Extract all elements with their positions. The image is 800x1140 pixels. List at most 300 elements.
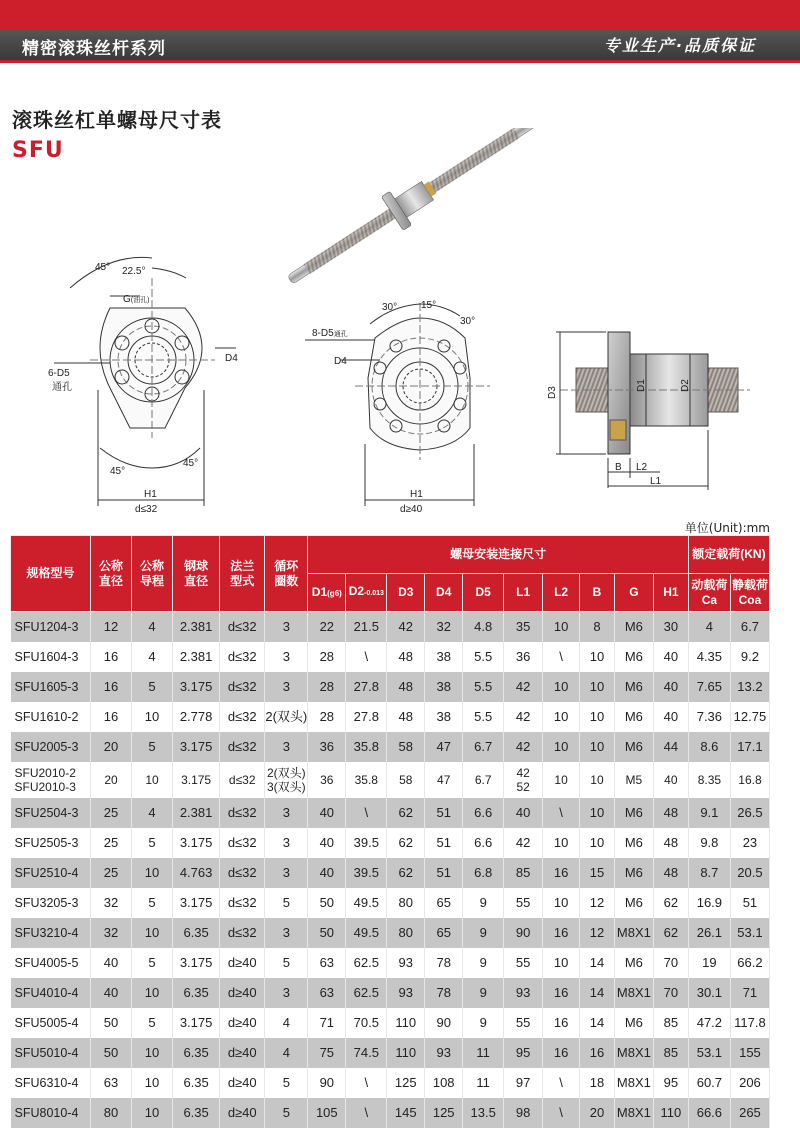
table-cell: 20 [580, 1098, 615, 1128]
table-cell: M6 [614, 1008, 653, 1038]
holes-label: 6-D5 [48, 368, 70, 379]
table-cell: 28 [308, 702, 346, 732]
table-cell: 80 [387, 918, 425, 948]
table-cell: 17.1 [730, 732, 769, 762]
table-cell: M6 [614, 798, 653, 828]
table-cell: \ [346, 1068, 387, 1098]
table-cell: 125 [387, 1068, 425, 1098]
table-row [11, 828, 770, 858]
table-cell: 105 [308, 1098, 346, 1128]
table-cell: \ [346, 642, 387, 672]
table-cell: 16 [543, 1038, 580, 1068]
table-cell: 27.8 [346, 702, 387, 732]
table-row [11, 1008, 770, 1038]
table-cell: 5 [132, 948, 173, 978]
table-cell: 48 [653, 858, 688, 888]
table-cell: 70.5 [346, 1008, 387, 1038]
table-cell: d≥40 [220, 1098, 265, 1128]
table-cell: 98 [504, 1098, 543, 1128]
table-cell: 12.75 [730, 702, 769, 732]
table-row [11, 762, 770, 798]
model-name: SFU [12, 138, 64, 163]
table-cell: M8X1 [614, 1038, 653, 1068]
model-cell: SFU1604-3 [11, 642, 91, 672]
technical-drawings [0, 128, 800, 520]
model-cell: SFU1610-2 [11, 702, 91, 732]
model-cell: SFU2005-3 [11, 732, 91, 762]
table-cell: 4.35 [688, 642, 730, 672]
table-cell: 42 [504, 672, 543, 702]
range-label: d≤32 [135, 504, 158, 515]
table-cell: 38 [425, 642, 463, 672]
table-cell: 40 [653, 702, 688, 732]
banner-divider [0, 60, 800, 63]
table-cell: 58 [387, 732, 425, 762]
model-cell: SFU2504-3 [11, 798, 91, 828]
table-cell: 70 [653, 948, 688, 978]
table-cell: d≥40 [220, 1068, 265, 1098]
table-cell: 2.778 [173, 702, 220, 732]
table-cell: 26.1 [688, 918, 730, 948]
table-cell: 55 [504, 888, 543, 918]
drawings-svg [0, 128, 800, 520]
table-cell: d≤32 [220, 858, 265, 888]
table-cell: M8X1 [614, 1098, 653, 1128]
oil-hole-label: G(油孔) [123, 294, 150, 305]
table-cell: 3.175 [173, 672, 220, 702]
table-cell: 20 [90, 732, 131, 762]
table-cell: 51 [425, 798, 463, 828]
table-cell: 7.36 [688, 702, 730, 732]
table-cell: 12 [90, 612, 131, 642]
table-cell: 38 [425, 672, 463, 702]
table-cell: 53.1 [688, 1038, 730, 1068]
table-cell: 9.1 [688, 798, 730, 828]
table-cell: 13.5 [463, 1098, 504, 1128]
table-cell: 10 [580, 762, 615, 798]
table-cell: 12 [580, 888, 615, 918]
table-cell: 93 [387, 978, 425, 1008]
table-cell: 93 [425, 1038, 463, 1068]
table-cell: 93 [387, 948, 425, 978]
col-h1: H1 [653, 574, 688, 612]
table-cell: 155 [730, 1038, 769, 1068]
table-cell: 32 [90, 918, 131, 948]
table-cell: M6 [614, 888, 653, 918]
table-cell: 62 [387, 828, 425, 858]
table-cell: 19 [688, 948, 730, 978]
table-cell: 3 [265, 672, 308, 702]
model-cell: SFU2510-4 [11, 858, 91, 888]
table-cell: 85 [504, 858, 543, 888]
table-cell: 28 [308, 672, 346, 702]
table-cell: 14 [580, 978, 615, 1008]
table-cell: 6.35 [173, 1098, 220, 1128]
table-cell: 47 [425, 762, 463, 798]
table-cell: 6.7 [730, 612, 769, 642]
d4-label: D4 [334, 356, 347, 367]
table-cell: 6.7 [463, 762, 504, 798]
spec-table [10, 535, 770, 1128]
table-cell: d≥40 [220, 948, 265, 978]
table-cell: 51 [730, 888, 769, 918]
table-cell: 50 [308, 888, 346, 918]
table-cell: M6 [614, 612, 653, 642]
table-cell: 16 [543, 1008, 580, 1038]
table-cell: d≤32 [220, 732, 265, 762]
table-cell: 80 [90, 1098, 131, 1128]
table-cell: 4 [265, 1008, 308, 1038]
model-cell: SFU5005-4 [11, 1008, 91, 1038]
banner-red-strip [0, 0, 800, 30]
angle-label: 45° [95, 262, 111, 273]
table-cell: 10 [543, 702, 580, 732]
table-cell: 75 [308, 1038, 346, 1068]
table-cell: d≥40 [220, 1038, 265, 1068]
table-cell: 10 [580, 732, 615, 762]
table-cell: 53.1 [730, 918, 769, 948]
table-cell: 65 [425, 918, 463, 948]
model-cell: SFU2505-3 [11, 828, 91, 858]
table-cell: 7.65 [688, 672, 730, 702]
table-cell: 8 [580, 612, 615, 642]
table-cell: 10 [543, 888, 580, 918]
table-cell: 4.8 [463, 612, 504, 642]
table-cell: 93 [504, 978, 543, 1008]
col-d3: D3 [387, 574, 425, 612]
table-cell: 2(双头) 3(双头) [265, 762, 308, 798]
table-cell: 3 [265, 828, 308, 858]
table-cell: 16.9 [688, 888, 730, 918]
table-cell: 9.2 [730, 642, 769, 672]
table-cell: 3 [265, 918, 308, 948]
table-cell: M8X1 [614, 918, 653, 948]
table-cell: 9.8 [688, 828, 730, 858]
h1-label: H1 [410, 489, 423, 500]
table-cell: 3.175 [173, 828, 220, 858]
model-cell: SFU2010-2 SFU2010-3 [11, 762, 91, 798]
header-banner [0, 0, 800, 66]
table-cell: 10 [132, 1068, 173, 1098]
col-ball-dia: 钢球 直径 [173, 536, 220, 612]
table-cell: 10 [543, 732, 580, 762]
table-cell: 108 [425, 1068, 463, 1098]
d3-label: D3 [547, 386, 558, 399]
table-cell: 110 [387, 1008, 425, 1038]
table-cell: d≤32 [220, 702, 265, 732]
table-cell: 30 [653, 612, 688, 642]
table-cell: 42 [504, 702, 543, 732]
table-cell: 39.5 [346, 828, 387, 858]
table-cell: M6 [614, 828, 653, 858]
table-cell: 265 [730, 1098, 769, 1128]
table-cell: \ [543, 1098, 580, 1128]
table-cell: 48 [387, 672, 425, 702]
table-cell: 63 [308, 948, 346, 978]
table-cell: 62 [653, 918, 688, 948]
col-d4: D4 [425, 574, 463, 612]
table-cell: 49.5 [346, 888, 387, 918]
d1-label: D1 [636, 379, 647, 392]
model-cell: SFU1605-3 [11, 672, 91, 702]
table-cell: 5 [265, 1068, 308, 1098]
table-cell: 9 [463, 978, 504, 1008]
col-group-load: 额定载荷(KN) [688, 536, 769, 574]
table-cell: 15 [580, 858, 615, 888]
table-cell: 40 [90, 978, 131, 1008]
table-cell: d≤32 [220, 918, 265, 948]
table-cell: 6.8 [463, 858, 504, 888]
table-cell: 5.5 [463, 702, 504, 732]
table-cell: 47 [425, 732, 463, 762]
l1-label: L1 [650, 476, 662, 487]
table-cell: 16 [543, 978, 580, 1008]
table-cell: 4 [132, 642, 173, 672]
model-cell: SFU8010-4 [11, 1098, 91, 1128]
table-cell: 110 [653, 1098, 688, 1128]
table-cell: 4.763 [173, 858, 220, 888]
table-cell: 71 [730, 978, 769, 1008]
table-cell: 3 [265, 798, 308, 828]
table-cell: 3.175 [173, 732, 220, 762]
table-cell: 10 [580, 798, 615, 828]
col-d5: D5 [463, 574, 504, 612]
table-cell: 5 [132, 672, 173, 702]
table-cell: 10 [580, 702, 615, 732]
table-row [11, 948, 770, 978]
table-cell: 16 [543, 918, 580, 948]
b-label: B [615, 462, 622, 473]
table-cell: M6 [614, 702, 653, 732]
table-cell: 40 [90, 948, 131, 978]
col-g: G [614, 574, 653, 612]
table-cell: 10 [132, 918, 173, 948]
table-cell: 25 [90, 858, 131, 888]
table-cell: 5 [132, 1008, 173, 1038]
series-title: 精密滚珠丝杆系列 [22, 39, 166, 59]
table-cell: 62.5 [346, 978, 387, 1008]
table-cell: 6.6 [463, 798, 504, 828]
table-cell: 49.5 [346, 918, 387, 948]
table-cell: 20.5 [730, 858, 769, 888]
table-cell: 125 [425, 1098, 463, 1128]
table-cell: 10 [580, 828, 615, 858]
table-cell: 23 [730, 828, 769, 858]
table-cell: 16 [90, 642, 131, 672]
table-cell: 78 [425, 978, 463, 1008]
table-cell: 39.5 [346, 858, 387, 888]
table-cell: 16 [90, 702, 131, 732]
spec-table-body [11, 612, 770, 1128]
table-cell: 48 [387, 642, 425, 672]
table-cell: 40 [308, 798, 346, 828]
table-cell: 85 [653, 1008, 688, 1038]
table-row [11, 642, 770, 672]
table-cell: 71 [308, 1008, 346, 1038]
table-cell: 12 [580, 918, 615, 948]
col-ca: 动载荷 Ca [688, 574, 730, 612]
table-cell: 5 [132, 828, 173, 858]
table-cell: 3 [265, 978, 308, 1008]
table-cell: 55 [504, 1008, 543, 1038]
range-label: d≥40 [400, 504, 423, 515]
table-row [11, 918, 770, 948]
holes-label: 8-D5通孔 [312, 328, 348, 339]
table-cell: M6 [614, 642, 653, 672]
table-cell: 2(双头) [265, 702, 308, 732]
table-cell: 6.35 [173, 1038, 220, 1068]
table-cell: 32 [90, 888, 131, 918]
angle-label: 45° [110, 466, 126, 477]
table-cell: 40 [653, 672, 688, 702]
table-row [11, 798, 770, 828]
table-cell: M6 [614, 732, 653, 762]
model-cell: SFU4010-4 [11, 978, 91, 1008]
col-l2: L2 [543, 574, 580, 612]
table-cell: 40 [308, 858, 346, 888]
table-cell: M8X1 [614, 978, 653, 1008]
holes-note: 通孔 [52, 382, 72, 393]
angle-label: 30° [382, 302, 398, 313]
table-cell: 11 [463, 1038, 504, 1068]
table-cell: 48 [387, 702, 425, 732]
table-cell: 10 [543, 672, 580, 702]
table-cell: 40 [653, 642, 688, 672]
table-cell: 38 [425, 702, 463, 732]
table-cell: 6.6 [463, 828, 504, 858]
table-cell: 35 [504, 612, 543, 642]
model-cell: SFU4005-5 [11, 948, 91, 978]
table-cell: d≤32 [220, 888, 265, 918]
table-cell: 36 [308, 762, 346, 798]
table-cell: 8.35 [688, 762, 730, 798]
table-row [11, 1098, 770, 1128]
table-cell: 3 [265, 612, 308, 642]
table-cell: 16 [90, 672, 131, 702]
col-d2: D2-0.013 [346, 574, 387, 612]
table-cell: 58 [387, 762, 425, 798]
slogan: 专业生产·品质保证 [603, 36, 756, 55]
table-cell: 14 [580, 948, 615, 978]
col-model: 规格型号 [11, 536, 91, 612]
table-cell: 30.1 [688, 978, 730, 1008]
table-cell: 10 [543, 762, 580, 798]
table-cell: 9 [463, 888, 504, 918]
table-cell: d≤32 [220, 762, 265, 798]
table-cell: 28 [308, 642, 346, 672]
d4-label: D4 [225, 353, 238, 364]
table-cell: 50 [90, 1038, 131, 1068]
nut-side-view [556, 332, 750, 490]
table-cell: 55 [504, 948, 543, 978]
table-cell: 32 [425, 612, 463, 642]
table-cell: 42 [387, 612, 425, 642]
table-cell: 51 [425, 828, 463, 858]
table-cell: M6 [614, 672, 653, 702]
table-cell: M8X1 [614, 1068, 653, 1098]
table-cell: 4 [265, 1038, 308, 1068]
table-cell: 95 [653, 1068, 688, 1098]
table-cell: 5 [132, 732, 173, 762]
col-l1: L1 [504, 574, 543, 612]
table-row [11, 1068, 770, 1098]
table-cell: \ [543, 642, 580, 672]
table-cell: 8.6 [688, 732, 730, 762]
table-cell: 10 [132, 978, 173, 1008]
table-cell: \ [543, 1068, 580, 1098]
table-cell: 63 [90, 1068, 131, 1098]
col-lead: 公称 导程 [132, 536, 173, 612]
table-cell: 80 [387, 888, 425, 918]
table-cell: d≥40 [220, 1008, 265, 1038]
table-cell: 5 [265, 1098, 308, 1128]
table-cell: 14 [580, 1008, 615, 1038]
col-d1: D1(g6) [308, 574, 346, 612]
table-row [11, 1038, 770, 1068]
model-cell: SFU1204-3 [11, 612, 91, 642]
table-cell: M6 [614, 858, 653, 888]
col-b: B [580, 574, 615, 612]
col-circuits: 循环 圈数 [265, 536, 308, 612]
table-cell: 145 [387, 1098, 425, 1128]
table-cell: 10 [543, 828, 580, 858]
table-cell: 6.35 [173, 1068, 220, 1098]
table-cell: 36 [504, 642, 543, 672]
table-cell: 3.175 [173, 1008, 220, 1038]
model-cell: SFU3210-4 [11, 918, 91, 948]
table-cell: 85 [653, 1038, 688, 1068]
table-cell: 26.5 [730, 798, 769, 828]
table-cell: d≤32 [220, 798, 265, 828]
table-cell: 90 [308, 1068, 346, 1098]
table-cell: 6.7 [463, 732, 504, 762]
table-cell: 10 [543, 948, 580, 978]
table-cell: \ [346, 1098, 387, 1128]
table-cell: 36 [308, 732, 346, 762]
table-cell: 9 [463, 948, 504, 978]
table-cell: 10 [132, 762, 173, 798]
table-cell: 3.175 [173, 948, 220, 978]
table-cell: 40 [504, 798, 543, 828]
table-cell: 13.2 [730, 672, 769, 702]
table-cell: 62 [653, 888, 688, 918]
table-cell: 74.5 [346, 1038, 387, 1068]
table-cell: 66.6 [688, 1098, 730, 1128]
table-cell: 40 [308, 828, 346, 858]
table-row [11, 702, 770, 732]
table-cell: 6.35 [173, 978, 220, 1008]
table-cell: 10 [132, 1038, 173, 1068]
angle-label: 15° [421, 300, 437, 311]
ballscrew-photo [279, 128, 569, 297]
table-cell: 35.8 [346, 732, 387, 762]
table-cell: 5.5 [463, 672, 504, 702]
table-cell: 3.175 [173, 762, 220, 798]
model-cell: SFU3205-3 [11, 888, 91, 918]
table-cell: 5 [265, 948, 308, 978]
table-cell: 62 [387, 858, 425, 888]
table-cell: 60.7 [688, 1068, 730, 1098]
table-cell: 3 [265, 642, 308, 672]
table-cell: 9 [463, 918, 504, 948]
table-cell: 66.2 [730, 948, 769, 978]
table-cell: 16 [580, 1038, 615, 1068]
table-cell: d≥40 [220, 978, 265, 1008]
table-cell: 97 [504, 1068, 543, 1098]
table-cell: 206 [730, 1068, 769, 1098]
table-cell: 10 [132, 702, 173, 732]
table-cell: 62 [387, 798, 425, 828]
